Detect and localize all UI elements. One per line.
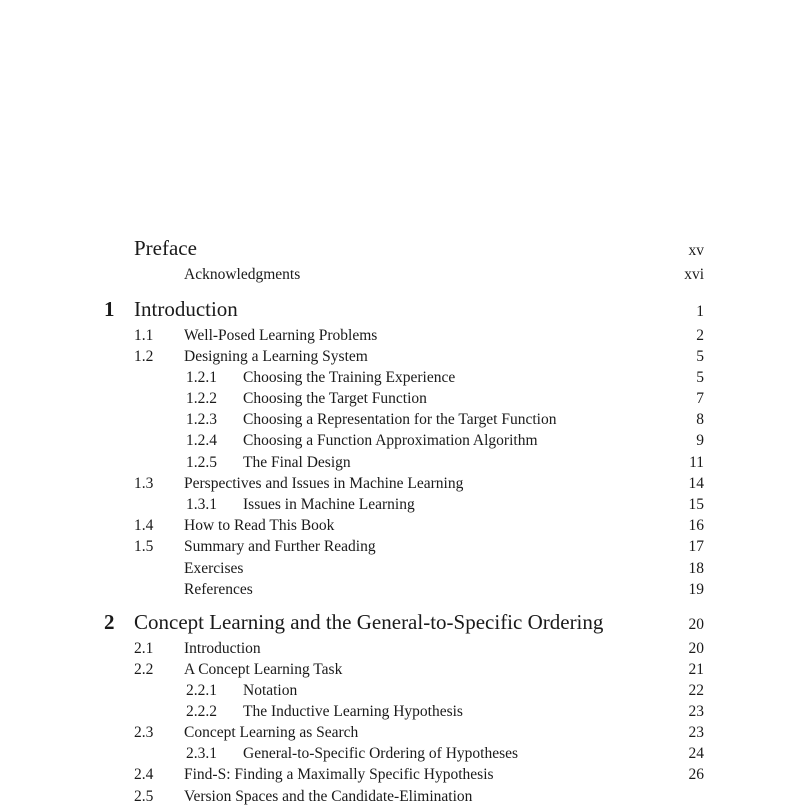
toc-page: 23 <box>688 724 704 741</box>
toc-chapter-title: Introduction <box>134 297 238 321</box>
toc-page: 14 <box>688 475 704 492</box>
toc-title: Version Spaces and the Candidate-Elimination <box>184 788 473 805</box>
toc-page: 15 <box>688 496 704 513</box>
toc-subsection-number: 1.2.1 <box>186 369 217 386</box>
toc-title: The Inductive Learning Hypothesis <box>243 703 463 720</box>
toc-section-number: 1.1 <box>134 327 154 344</box>
toc-subsection-number: 1.2.2 <box>186 390 217 407</box>
toc-page: 20 <box>688 640 704 657</box>
toc-page: 11 <box>689 454 704 471</box>
toc-title: Choosing the Training Experience <box>243 369 456 386</box>
toc-page: 5 <box>696 348 704 365</box>
toc-title: Concept Learning as Search <box>184 724 359 741</box>
toc-page: 5 <box>696 369 704 386</box>
toc-section-number: 2.4 <box>134 766 154 783</box>
toc-section-number: 2.2 <box>134 661 154 678</box>
toc-page: 22 <box>688 682 704 699</box>
toc-title: Designing a Learning System <box>184 348 368 365</box>
toc-chapter-title: Concept Learning and the General-to-Specific Ordering <box>134 610 604 634</box>
toc-page: 8 <box>696 411 704 428</box>
toc-subsection-number: 1.2.5 <box>186 454 217 471</box>
toc-title: General-to-Specific Ordering of Hypotheses <box>243 745 519 762</box>
toc-page: 20 <box>688 616 704 633</box>
toc-page: 9 <box>696 432 704 449</box>
toc-page: 16 <box>688 517 704 534</box>
toc-page: 21 <box>688 661 704 678</box>
toc-title: Notation <box>243 682 298 699</box>
toc-page: 18 <box>688 560 704 577</box>
toc-section-number: 1.3 <box>134 475 154 492</box>
toc-section-number: 1.2 <box>134 348 154 365</box>
toc-subsection-number: 1.2.3 <box>186 411 217 428</box>
toc-title: Summary and Further Reading <box>184 538 376 555</box>
toc-page: 17 <box>688 538 704 555</box>
toc-page: xvi <box>684 266 704 283</box>
toc-page: 24 <box>688 745 704 762</box>
toc-section-number: 2.5 <box>134 788 154 805</box>
toc-title: How to Read This Book <box>184 517 335 534</box>
toc-title: Choosing a Function Approximation Algorithm <box>243 432 538 449</box>
toc-subsection-number: 1.2.4 <box>186 432 217 449</box>
toc-title: A Concept Learning Task <box>184 661 343 678</box>
toc-title: Well-Posed Learning Problems <box>184 327 378 344</box>
toc-chapter-number: 2 <box>104 610 115 634</box>
toc-page: 7 <box>696 390 704 407</box>
toc-page: 19 <box>688 581 704 598</box>
toc-title: Find-S: Finding a Maximally Specific Hypothesis <box>184 766 494 783</box>
toc-page: 2 <box>696 327 704 344</box>
toc-page: xv <box>688 242 704 259</box>
toc-section-number: 2.3 <box>134 724 154 741</box>
toc-subsection-number: 2.3.1 <box>186 745 217 762</box>
toc-section-number: 1.5 <box>134 538 154 555</box>
toc-section-number: 2.1 <box>134 640 154 657</box>
toc-page: 1 <box>696 303 704 320</box>
toc-title: Introduction <box>184 640 261 657</box>
toc-page: 23 <box>688 703 704 720</box>
toc-title: Acknowledgments <box>184 266 301 283</box>
toc-title: Preface <box>134 236 197 260</box>
toc-title: Perspectives and Issues in Machine Learning <box>184 475 464 492</box>
toc-chapter-number: 1 <box>104 297 115 321</box>
toc-title: References <box>184 581 253 598</box>
toc-title: Issues in Machine Learning <box>243 496 415 513</box>
toc-subsection-number: 2.2.2 <box>186 703 217 720</box>
toc-title: Choosing the Target Function <box>243 390 427 407</box>
toc-section-number: 1.4 <box>134 517 154 534</box>
toc-title: Choosing a Representation for the Target Function <box>243 411 557 428</box>
toc-title: The Final Design <box>243 454 351 471</box>
toc-subsection-number: 1.3.1 <box>186 496 217 513</box>
toc-subsection-number: 2.2.1 <box>186 682 217 699</box>
toc-page: 26 <box>688 766 704 783</box>
toc-title: Exercises <box>184 560 244 577</box>
